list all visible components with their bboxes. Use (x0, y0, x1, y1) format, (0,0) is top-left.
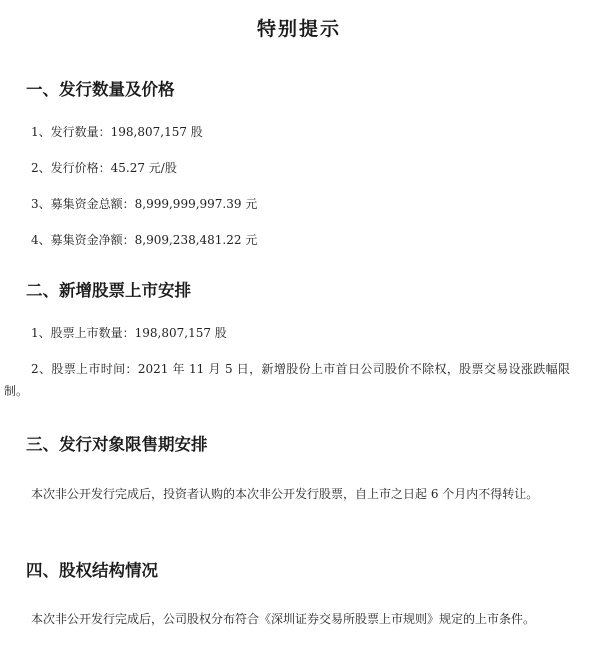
lockup-paragraph: 本次非公开发行完成后，投资者认购的本次非公开发行股票，自上市之日起 6 个月内不得转让。 (31, 487, 539, 501)
section-heading-lockup: 三、发行对象限售期安排 (26, 435, 208, 454)
page-title: 特别提示 (256, 18, 341, 40)
net-proceeds-item: 4、募集资金净额：8,909,238,481.22 元 (31, 233, 258, 247)
equity-structure-paragraph: 本次非公开发行完成后，公司股权分布符合《深圳证券交易所股票上市规则》规定的上市条件。 (31, 612, 536, 626)
listing-quantity-item: 1、股票上市数量：198,807,157 股 (31, 326, 227, 340)
gross-proceeds-item: 3、募集资金总额：8,999,999,997.39 元 (31, 197, 258, 211)
issue-price-item: 2、发行价格：45.27 元/股 (31, 161, 177, 175)
section-heading-equity-structure: 四、股权结构情况 (26, 561, 158, 580)
section-heading-issuance: 一、发行数量及价格 (26, 80, 175, 99)
issue-quantity-item: 1、发行数量：198,807,157 股 (31, 125, 203, 139)
listing-time-item: 2、股票上市时间：2021 年 11 月 5 日，新增股份上市首日公司股价不除权，股票交易设涨跌幅限制。 (4, 362, 570, 398)
section-heading-listing: 二、新增股票上市安排 (26, 281, 191, 300)
